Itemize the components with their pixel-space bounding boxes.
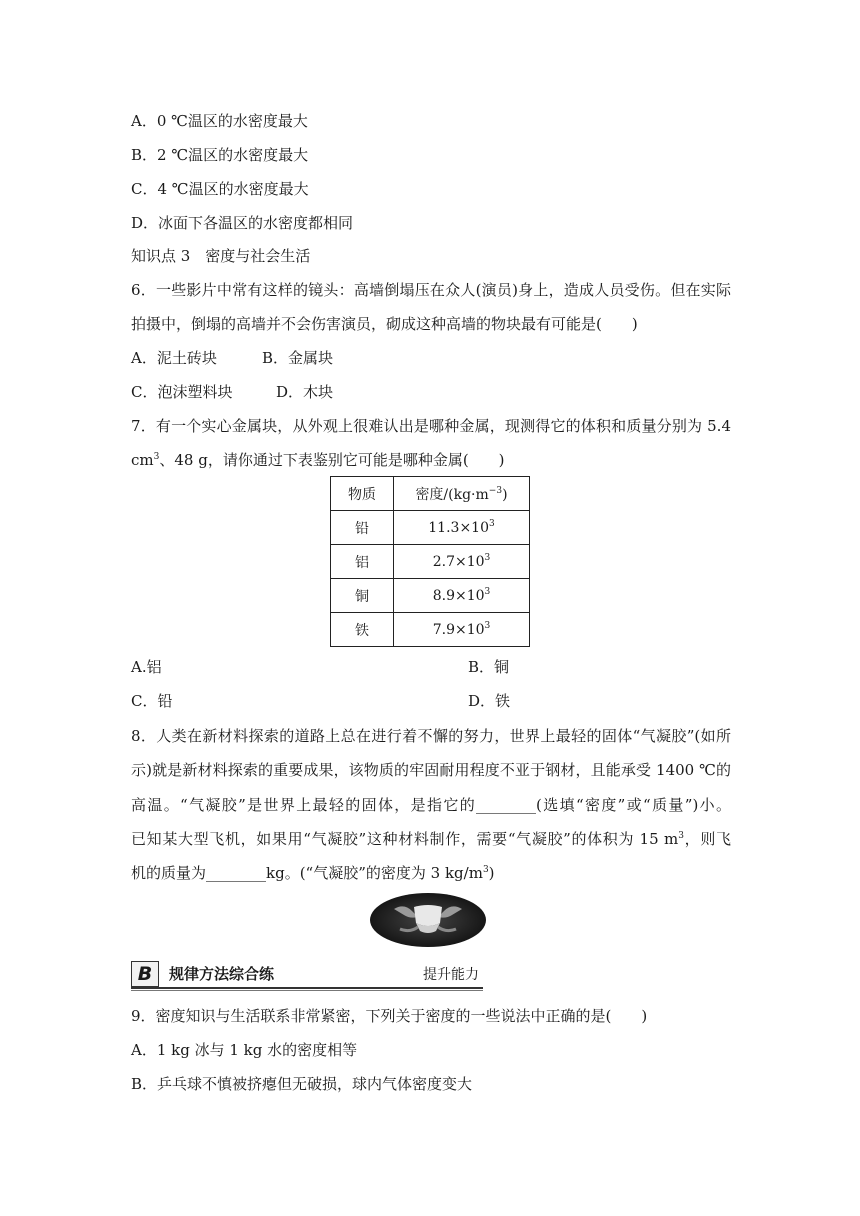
table-row [331, 579, 530, 613]
q5-option-b: B．2 ℃温区的水密度最大 [131, 146, 309, 164]
density-cell: $2.7\times 10^3$ [394, 545, 530, 579]
section-rule-thin [131, 990, 483, 991]
aerogel-photo [370, 893, 486, 947]
q9-stem: 9．密度知识与生活联系非常紧密，下列关于密度的一些说法中正确的是( ) [131, 1007, 648, 1025]
q9-option-a: A．1 kg 冰与 1 kg 水的密度相等 [131, 1041, 358, 1059]
q6-stem-line1: 6．一些影片中常有这样的镜头：高墙倒塌压在众人(演员)身上，造成人员受伤。但在实际 [131, 281, 731, 299]
q7-option-d: D．铁 [468, 692, 511, 710]
q6-option-c: C．泡沫塑料块 [131, 383, 233, 401]
q7-stem-line1: 7．有一个实心金属块，从外观上很难认出是哪种金属，现测得它的体积和质量分别为 5.4 [131, 417, 731, 435]
q6-option-a: A．泥土砖块 [131, 349, 217, 367]
section-tag: 提升能力 [423, 967, 479, 983]
q5-option-d: D．冰面下各温区的水密度都相同 [131, 214, 354, 232]
q6-option-d: D．木块 [276, 383, 334, 401]
q6-option-b: B．金属块 [262, 349, 334, 367]
substance-cell: 铅 [331, 511, 394, 545]
substance-cell: 铁 [331, 613, 394, 647]
q7-option-b: B．铜 [468, 658, 510, 676]
knowledge-point-heading: 知识点 3 密度与社会生活 [131, 247, 311, 265]
q8-stem-line1: 8．人类在新材料探索的道路上总在进行着不懈的努力，世界上最轻的固体“气凝胶”(如所 [131, 727, 731, 745]
section-header [131, 961, 483, 989]
section-title: 规律方法综合练 [169, 965, 275, 983]
q8-stem-line5: 机的质量为________kg。(“气凝胶”的密度为 3 $kg/m^3$) [131, 864, 495, 882]
section-rule [131, 987, 483, 989]
q8-stem-line4: 已知某大型飞机，如果用“气凝胶”这种材料制作，需要“气凝胶”的体积为 15 $m^3$，则飞 [131, 830, 731, 848]
density-cell: $8.9\times 10^3$ [394, 579, 530, 613]
table-row [331, 545, 530, 579]
header-density: 密度$/(kg\cdot m^{-3})$ [394, 477, 530, 511]
q5-option-c: C．4 ℃温区的水密度最大 [131, 180, 309, 198]
q8-stem-line3: 高温。“气凝胶”是世界上最轻的固体，是指它的________(选填“密度”或“质量”)小。 [131, 796, 731, 814]
table-row [331, 511, 530, 545]
q7-stem-line2: $cm^3$、48 g，请你通过下表鉴别它可能是哪种金属( ) [131, 451, 505, 469]
header-substance: 物质 [331, 477, 394, 511]
q9-option-b: B．乒乓球不慎被挤瘪但无破损，球内气体密度变大 [131, 1075, 473, 1093]
q5-option-a: A．0 ℃温区的水密度最大 [131, 112, 308, 130]
q8-stem-line2: 示)就是新材料探索的重要成果，该物质的牢固耐用程度不亚于钢材，且能承受 1400 ℃的 [131, 761, 731, 779]
density-cell: $7.9\times 10^3$ [394, 613, 530, 647]
density-table [330, 476, 530, 647]
section-badge: B [131, 961, 159, 987]
substance-cell: 铜 [331, 579, 394, 613]
density-cell: $11.3\times 10^3$ [394, 511, 530, 545]
q7-option-a: A.铝 [131, 658, 162, 676]
table-row [331, 613, 530, 647]
substance-cell: 铝 [331, 545, 394, 579]
q7-option-c: C．铅 [131, 692, 173, 710]
table-header-row [331, 477, 530, 511]
q6-stem-line2: 拍摄中，倒塌的高墙并不会伤害演员，砌成这种高墙的物块最有可能是( ) [131, 315, 638, 333]
